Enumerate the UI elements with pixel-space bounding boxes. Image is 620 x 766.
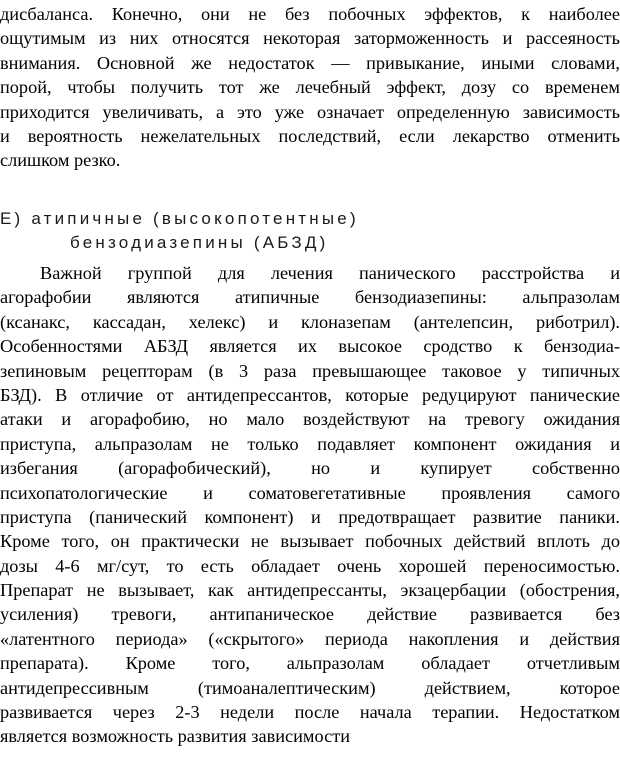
text-line: дисбаланса. Конечно, они не без побочных эффектов, к наиболее [0, 4, 620, 24]
text-line: развивается через 2-3 недели после начала терапии. Недостатком [0, 702, 620, 723]
text-line: внимания. Основной же недостаток — привыкание, иными словами, [0, 52, 620, 73]
text-line: (ксанакс, кассадан, хелекс) и клоназепам (антелепсин, риботрил). [0, 311, 620, 332]
text-line: приходится увеличивать, а это уже означает определенную зависимость [0, 101, 620, 122]
text-line: приступа (панический компонент) и предотвращает развитие паники. [0, 506, 620, 527]
text-line: Препарат не вызывает, как антидепрессанты, экзацербации (обострения, [0, 580, 620, 601]
text-line: и вероятность нежелательных последствий, если лекарство отменить [0, 125, 620, 146]
text-line: порой, чтобы получить тот же лечебный эффект, дозу со временем [0, 77, 620, 98]
text-line: психопатологические и соматовегетативные проявления самого [0, 482, 620, 503]
text-line: Важной группой для лечения панического расстройства и [40, 263, 620, 283]
text-line: агорафобии являются атипичные бензодиазепины: альпразолам [0, 287, 620, 308]
text-line: является возможность развития зависимости [0, 726, 350, 747]
text-line: избегания (агорафобический), но и купирует собственно [0, 458, 620, 479]
text-line: усиления) тревоги, антипаническое действие развивается без [0, 604, 620, 625]
text-line: ощутимым из них относятся некоторая заторможенность и рассеяность [0, 28, 620, 49]
paragraph-abzd [0, 261, 620, 749]
text-line: Кроме того, он практически не вызывает побочных действий вплоть до [0, 531, 620, 552]
text-line: «латентного периода» («скрытого» периода накопления и действия [0, 628, 620, 649]
text-line: слишком резко. [0, 150, 121, 171]
text-line: Особенностями АБЗД является их высокое сродство к бензодиа- [0, 336, 620, 357]
section-heading [0, 207, 359, 255]
text-line: дозы 4-6 мг/сут, то есть обладает очень хорошей переносимостью. [0, 555, 620, 576]
paragraph-side-effects [0, 2, 620, 173]
text-line: зепиновым рецепторам (в 3 раза превышающее таковое у типичных [0, 360, 620, 381]
section-heading-line-1: Е) атипичные (высокопотентные) [0, 209, 359, 228]
text-line: атаки и агорафобию, но мало воздействуют на тревогу ожидания [0, 409, 620, 430]
section-heading-line-2: бензодиазепины (АБЗД) [70, 233, 329, 252]
text-line: приступа, альпразолам не только подавляет компонент ожидания и [0, 433, 620, 454]
text-line: антидепрессивным (тимоаналептическим) действием, которое [0, 677, 620, 698]
text-line: препарата). Кроме того, альпразолам обладает отчетливым [0, 653, 620, 674]
text-line: БЗД). В отличие от антидепрессантов, которые редуцируют панические [0, 384, 620, 405]
